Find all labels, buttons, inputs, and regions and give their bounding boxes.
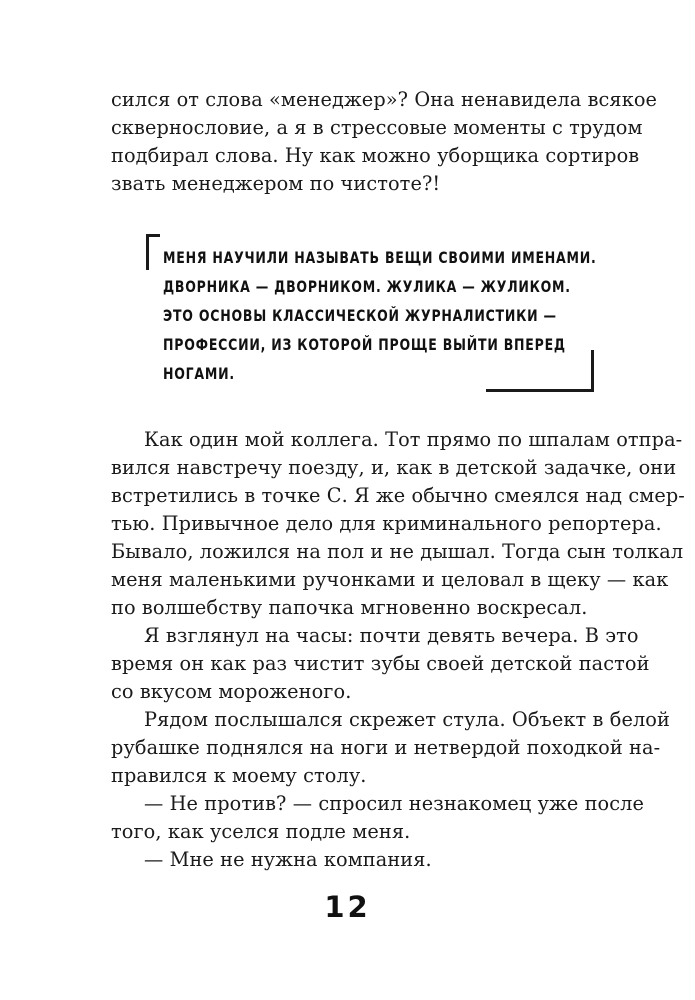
text-line: со вкусом мороженого. [111,680,352,703]
text-line: того, как уселся подле меня. [111,820,411,843]
text-line: меня маленькими ручонками и целовал в щеку — как [111,568,669,591]
text-line: сился от слова «менеджер»? Она ненавидела всякое [111,88,658,111]
quote-bracket-right-horizontal [486,389,593,392]
text-line: Бывало, ложился на пол и не дышал. Тогда сын толкал [111,540,684,563]
page-number: 12 [324,890,371,924]
text-line: звать менеджером по чистоте?! [111,172,441,195]
text-line: встретились в точке С. Я же обычно смеялся над смер- [111,484,685,507]
text-line: правился к моему столу. [111,764,367,787]
text-line: время он как раз чистит зубы своей детской пастой [111,652,650,675]
quote-line: ЭТО ОСНОВЫ КЛАССИЧЕСКОЙ ЖУРНАЛИСТИКИ — [163,306,557,325]
quote-line: ПРОФЕССИИ, ИЗ КОТОРОЙ ПРОЩЕ ВЫЙТИ ВПЕРЕД [163,335,566,354]
text-line: тью. Привычное дело для криминального репортера. [111,512,662,535]
text-line: Как один мой коллега. Тот прямо по шпалам отпра- [144,428,683,451]
text-line: — Мне не нужна компания. [144,848,432,871]
text-line: сквернословие, а я в стрессовые моменты с трудом [111,116,643,139]
text-line: рубашке поднялся на ноги и нетвердой походкой на- [111,736,661,759]
text-line: — Не против? — спросил незнакомец уже после [144,792,645,815]
text-line: Рядом послышался скрежет стула. Объект в белой [144,708,670,731]
quote-line: МЕНЯ НАУЧИЛИ НАЗЫВАТЬ ВЕЩИ СВОИМИ ИМЕНАМИ. [163,248,597,267]
text-line: Я взглянул на часы: почти девять вечера. В это [144,624,639,647]
text-line: по волшебству папочка мгновенно воскресал. [111,596,588,619]
text-line: вился навстречу поезду, и, как в детской задачке, они [111,456,677,479]
quote-bracket-right-vertical [591,350,594,392]
text-line: подбирал слова. Ну как можно уборщика сортиров [111,144,640,167]
quote-line: НОГАМИ. [163,364,235,383]
quote-bracket-left-horizontal [146,234,160,237]
quote-bracket-left-vertical [146,234,149,270]
quote-line: ДВОРНИКА — ДВОРНИКОМ. ЖУЛИКА — ЖУЛИКОМ. [163,277,571,296]
